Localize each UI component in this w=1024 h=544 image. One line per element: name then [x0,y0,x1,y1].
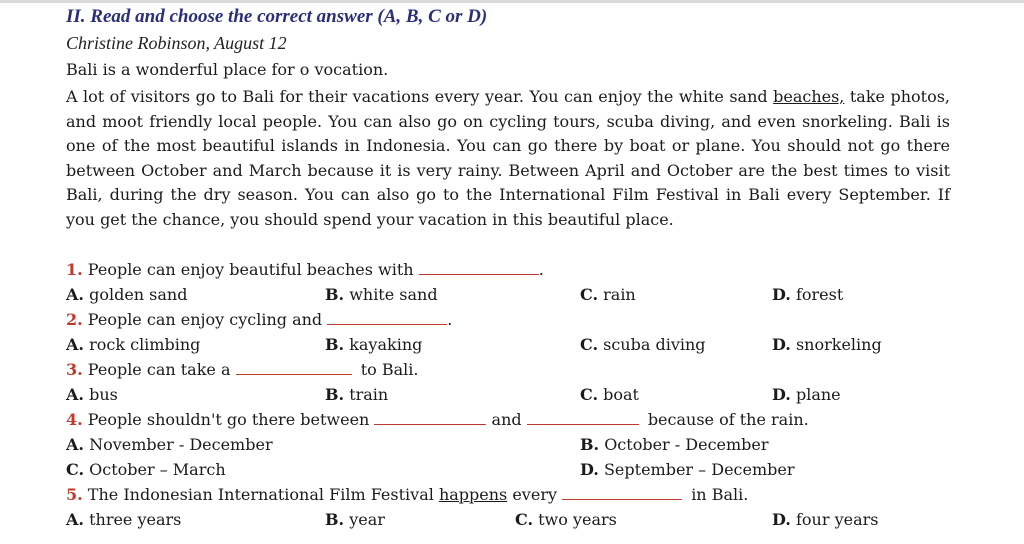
question-ending: in Bali. [691,485,749,504]
option-4d[interactable] [580,460,795,479]
option-letter: B. [325,510,345,529]
passage-text-1: A lot of visitors go to Bali for their vacations every year. You can enjoy the white sand [66,87,774,106]
option-letter: D. [580,460,599,479]
option-text: scuba diving [603,335,706,354]
option-letter: B. [580,435,600,454]
option-text: boat [603,385,639,404]
option-letter: C. [580,285,599,304]
option-letter: D. [772,335,791,354]
option-letter: C. [580,335,599,354]
answer-blank[interactable] [562,487,682,500]
option-4a[interactable] [66,435,273,454]
option-text: plane [795,385,841,404]
option-3b[interactable] [325,385,388,404]
option-letter: A. [66,510,84,529]
option-1b[interactable] [325,285,438,304]
option-text: train [349,385,389,404]
question-underlined-word: happens [438,485,508,504]
option-letter: A. [66,285,84,304]
question-number: 3. [66,360,83,379]
question-ending: . [538,260,544,279]
question-text: People shouldn't go there between [87,410,370,429]
option-letter: C. [580,385,599,404]
option-text: November - December [89,435,273,454]
option-letter: D. [772,510,791,529]
option-2c[interactable] [580,335,706,354]
top-divider [0,0,1024,3]
option-letter: D. [772,385,791,404]
question-text: People can enjoy cycling and [87,310,323,329]
option-text: forest [795,285,844,304]
option-letter: B. [325,335,345,354]
question-2 [66,310,452,329]
answer-blank[interactable] [419,262,539,275]
question-text-cont: every [507,485,557,504]
option-2d[interactable] [772,335,882,354]
option-letter: A. [66,385,84,404]
option-5d[interactable] [772,510,878,529]
reading-passage [66,85,950,233]
option-text: October – March [89,460,226,479]
option-text: year [349,510,385,529]
option-letter: C. [515,510,534,529]
question-number: 4. [66,410,83,429]
question-4 [66,410,809,429]
question-middle: and [491,410,522,429]
option-text: rock climbing [89,335,201,354]
question-number: 5. [66,485,83,504]
option-letter: C. [66,460,85,479]
option-text: snorkeling [795,335,882,354]
question-ending: to Bali. [360,360,419,379]
intro-line: Bali is a wonderful place for o vocation. [66,60,389,79]
option-5a[interactable] [66,510,181,529]
option-text: four years [795,510,879,529]
question-text: People can enjoy beautiful beaches with [87,260,414,279]
option-4b[interactable] [580,435,769,454]
question-number: 1. [66,260,83,279]
question-ending: because of the rain. [647,410,809,429]
option-letter: A. [66,435,84,454]
section-heading: II. Read and choose the correct answer (A, B, C or D) [66,6,488,27]
option-5b[interactable] [325,510,385,529]
option-text: two years [538,510,617,529]
option-text: three years [89,510,182,529]
answer-blank-2[interactable] [527,412,639,425]
option-letter: B. [325,385,345,404]
option-letter: B. [325,285,345,304]
question-number: 2. [66,310,83,329]
option-3d[interactable] [772,385,841,404]
option-3a[interactable] [66,385,118,404]
option-3c[interactable] [580,385,639,404]
option-2b[interactable] [325,335,422,354]
option-text: September – December [603,460,795,479]
option-1c[interactable] [580,285,636,304]
answer-blank-1[interactable] [374,412,486,425]
passage-underlined-word: beaches, [773,87,845,106]
option-1d[interactable] [772,285,843,304]
question-ending: . [447,310,453,329]
question-3 [66,360,418,379]
option-letter: A. [66,335,84,354]
option-4c[interactable] [66,460,226,479]
answer-blank[interactable] [236,362,352,375]
option-text: golden sand [89,285,188,304]
passage-text-2: take photos, and moot friendly local people. You can also go on cycling tours, scuba diving, and even snorkeling. Bali is one of the most beautiful islands in Indonesia. You can go there by boat or plane. You should not go there between October and March because it is very rainy. Between April and October are the best times to visit Bali, during the dry season. You can also go to the International Film Festival in Bali every September. If you get the chance, you should spend your vacation in this beautiful place. [66,87,951,229]
option-text: kayaking [349,335,423,354]
option-text: rain [603,285,636,304]
option-text: bus [89,385,118,404]
question-text: People can take a [87,360,231,379]
option-text: white sand [349,285,438,304]
question-5 [66,485,748,504]
option-1a[interactable] [66,285,187,304]
option-text: October - December [604,435,769,454]
question-1 [66,260,544,279]
option-2a[interactable] [66,335,200,354]
question-text: The Indonesian International Film Festival [87,485,439,504]
option-5c[interactable] [515,510,617,529]
byline: Christine Robinson, August 12 [66,33,287,53]
option-letter: D. [772,285,791,304]
answer-blank[interactable] [327,312,447,325]
